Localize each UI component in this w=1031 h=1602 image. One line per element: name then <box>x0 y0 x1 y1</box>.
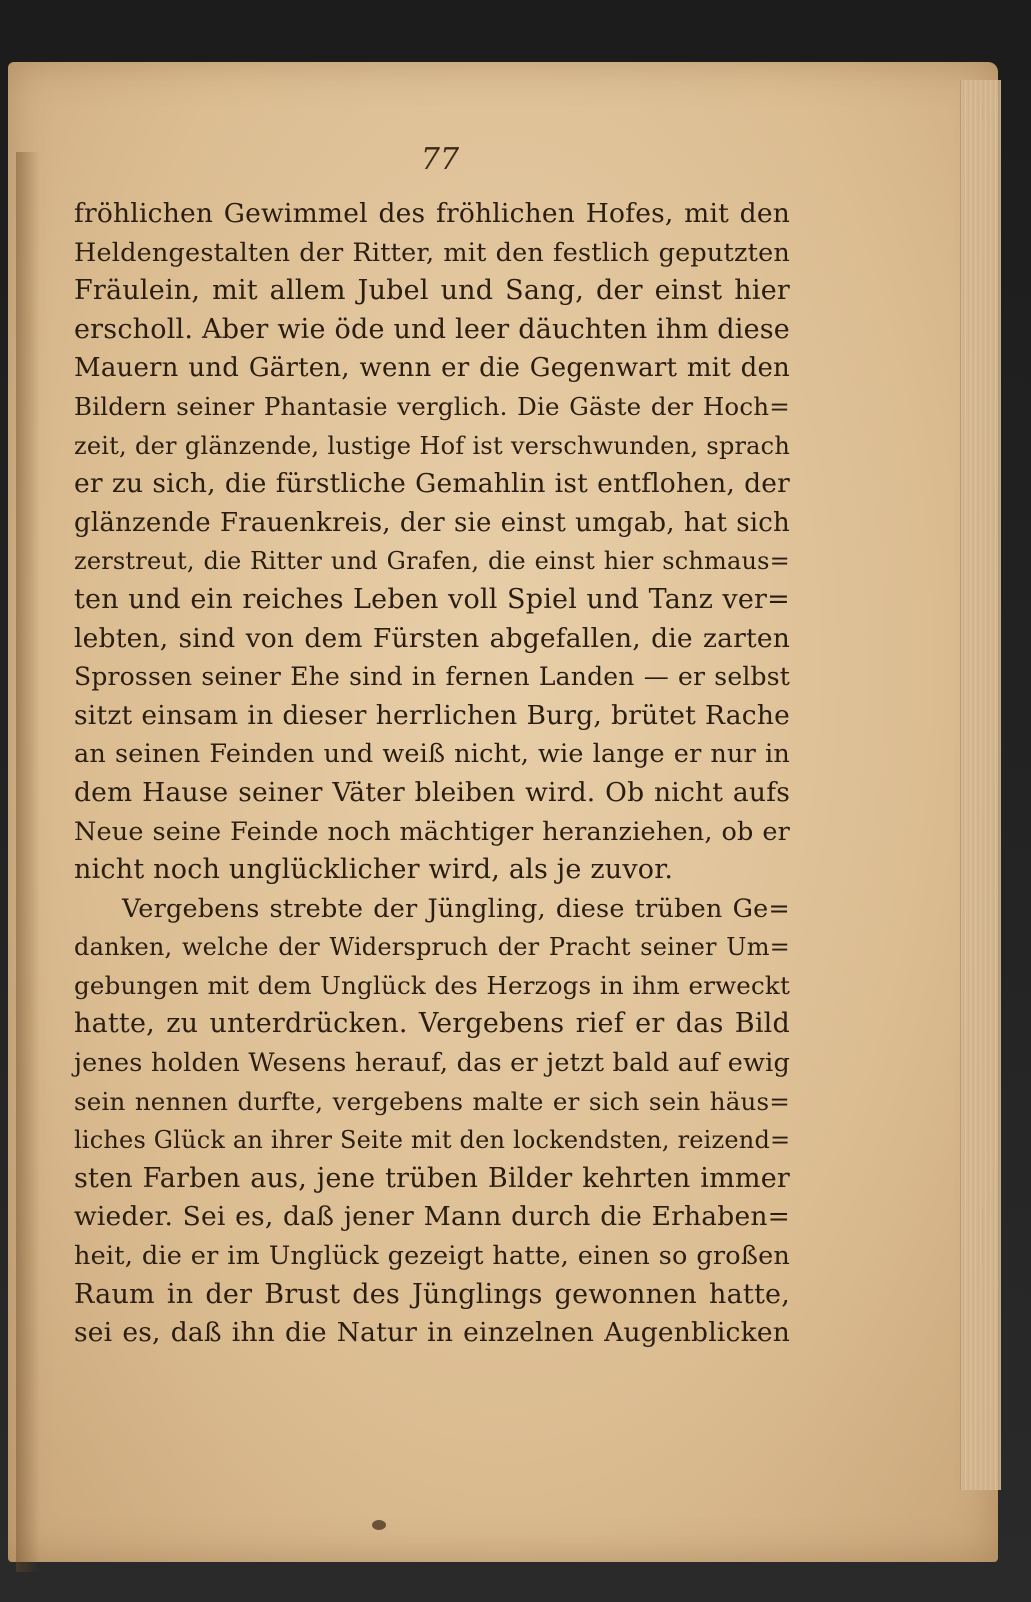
text-line: sten Farben aus, jene trüben Bilder kehrten immer <box>74 1162 790 1194</box>
text-line: jenes holden Wesens herauf, das er jetzt bald auf ewig <box>74 1048 790 1079</box>
text-line: wieder. Sei es, daß jener Mann durch die Erhaben= <box>74 1201 790 1233</box>
text-line: Fräulein, mit allem Jubel und Sang, der einst hier <box>74 275 790 307</box>
text-line: dem Hause seiner Väter bleiben wird. Ob nicht aufs <box>74 776 790 808</box>
page-gutter-shadow <box>16 152 40 1572</box>
text-line: hatte, zu unterdrücken. Vergebens rief er das Bild <box>74 1008 790 1040</box>
text-line: gebungen mit dem Unglück des Herzogs in ihm erweckt <box>74 970 790 1000</box>
text-line-paragraph-end: nicht noch unglücklicher wird, als je zuvor. <box>74 854 674 886</box>
text-line: Bildern seiner Phantasie verglich. Die Gäste der Hoch= <box>74 391 790 421</box>
text-line: sitzt einsam in dieser herrlichen Burg, brütet Rache <box>74 699 790 731</box>
body-text <box>74 195 790 1353</box>
text-line: glänzende Frauenkreis, der sie einst umgab, hat sich <box>74 507 790 538</box>
page-edges <box>960 80 1001 1490</box>
text-line: danken, welche der Widerspruch der Pracht seiner Um= <box>74 933 790 962</box>
text-line: sei es, daß ihn die Natur in einzelnen Augenblicken <box>74 1317 790 1349</box>
text-line: erscholl. Aber wie öde und leer däuchten ihm diese <box>74 313 790 345</box>
text-line: an seinen Feinden und weiß nicht, wie lange er nur in <box>74 739 790 770</box>
text-line: sein nennen durfte, vergebens malte er sich sein häus= <box>74 1086 790 1116</box>
text-line: Raum in der Brust des Jünglings gewonnen hatte, <box>74 1278 790 1310</box>
text-line: Neue seine Feinde noch mächtiger heranziehen, ob er <box>74 816 790 847</box>
text-line: ten und ein reiches Leben voll Spiel und Tanz ver= <box>74 583 790 615</box>
text-line: fröhlichen Gewimmel des fröhlichen Hofes, mit den <box>74 198 790 229</box>
text-line: lebten, sind von dem Fürsten abgefallen, die zarten <box>74 622 790 654</box>
text-line: zeit, der glänzende, lustige Hof ist verschwunden, sprach <box>74 431 790 460</box>
text-line: liches Glück an ihrer Seite mit den lockendsten, reizend= <box>74 1126 791 1155</box>
text-line: heit, die er im Unglück gezeigt hatte, einen so großen <box>74 1241 790 1272</box>
text-line: er zu sich, die fürstliche Gemahlin ist entflohen, der <box>74 468 790 500</box>
text-line: Mauern und Gärten, wenn er die Gegenwart mit den <box>74 353 790 384</box>
page-number: 77 <box>420 142 460 177</box>
text-line-paragraph-start: Vergebens strebte der Jüngling, diese trüben Ge= <box>122 893 790 924</box>
text-line: Heldengestalten der Ritter, mit den festlich geputzten <box>74 237 790 268</box>
text-line: Sprossen seiner Ehe sind in fernen Landen — er selbst <box>74 662 790 692</box>
ink-spot <box>372 1520 386 1530</box>
text-line: zerstreut, die Ritter und Grafen, die einst hier schmaus= <box>74 547 790 576</box>
